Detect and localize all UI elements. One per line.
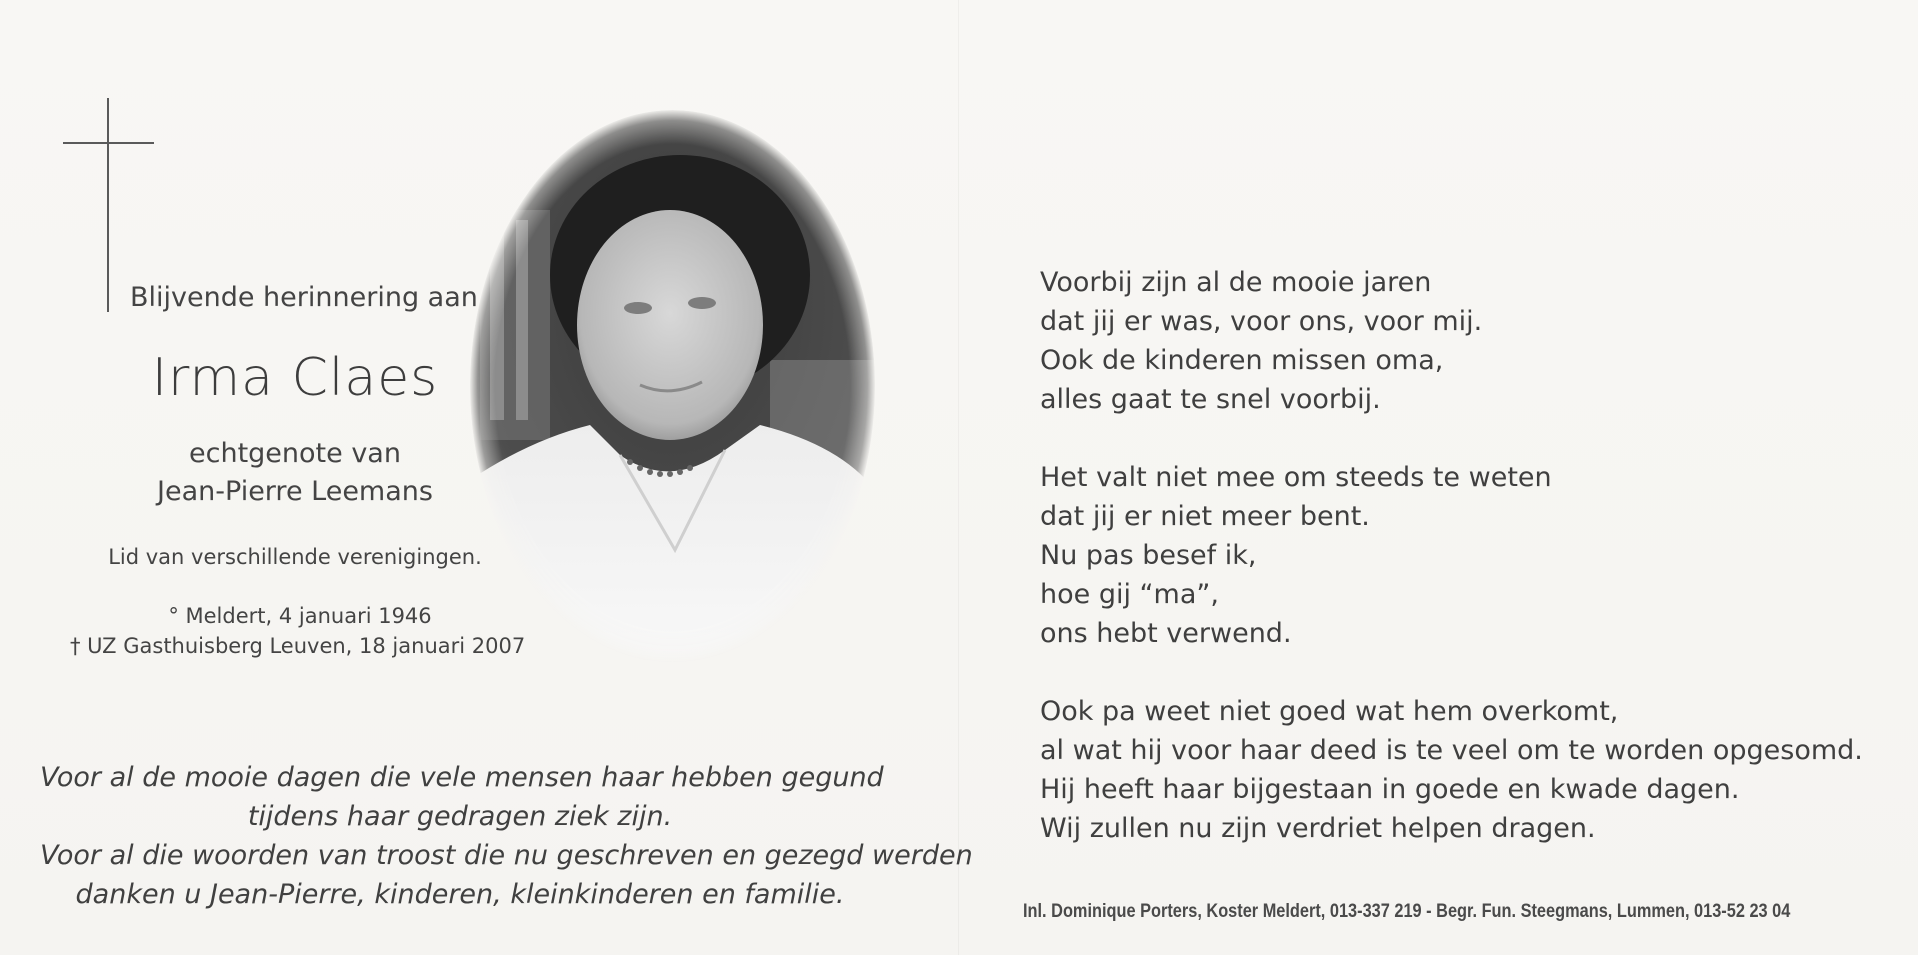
poem-line: Ook de kinderen missen oma,: [1040, 345, 1444, 376]
thanks-line: tijdens haar gedragen ziek zijn.: [247, 801, 673, 832]
poem-line: hoe gij “ma”,: [1040, 579, 1219, 610]
thanks-line: danken u Jean-Pierre, kinderen, kleinkinderen en familie.: [75, 879, 845, 910]
poem-line: al wat hij voor haar deed is te veel om te worden opgesomd.: [1040, 735, 1863, 766]
thanks-line: Voor al de mooie dagen die vele mensen haar hebben gegund: [40, 762, 884, 793]
spouse-name: Jean-Pierre Leemans: [157, 476, 433, 507]
membership-text: Lid van verschillende verenigingen.: [108, 545, 482, 569]
poem-line: Het valt niet mee om steeds te weten: [1040, 462, 1552, 493]
poem-line: Voorbij zijn al de mooie jaren: [1040, 267, 1432, 298]
poem-line: dat jij er was, voor ons, voor mij.: [1040, 306, 1483, 337]
poem-line: Hij heeft haar bijgestaan in goede en kwade dagen.: [1040, 774, 1740, 805]
birth-date: ° Meldert, 4 januari 1946: [168, 604, 432, 628]
card-fold-line: [958, 0, 959, 955]
footer-contact: Inl. Dominique Porters, Koster Meldert, 013-337 219 - Begr. Fun. Steegmans, Lummen, 013-52 23 04: [1023, 901, 1791, 922]
death-date: † UZ Gasthuisberg Leuven, 18 januari 2007: [70, 634, 526, 658]
poem-line: dat jij er niet meer bent.: [1040, 501, 1370, 532]
portrait-photo: [470, 110, 875, 662]
portrait-photo-image: [470, 110, 875, 662]
poem-line: Ook pa weet niet goed wat hem overkomt,: [1040, 696, 1619, 727]
poem-line: Wij zullen nu zijn verdriet helpen dragen.: [1040, 813, 1596, 844]
spouse-label: echtgenote van: [189, 438, 401, 469]
poem-stanza: [1040, 263, 1863, 419]
poem-line: alles gaat te snel voorbij.: [1040, 384, 1381, 415]
poem-line: Nu pas besef ik,: [1040, 540, 1257, 571]
thanks-line: Voor al die woorden van troost die nu geschreven en gezegd werden: [40, 840, 973, 871]
poem-stanza: [1040, 692, 1863, 848]
intro-text: Blijvende herinnering aan: [130, 282, 478, 313]
poem-line: ons hebt verwend.: [1040, 618, 1292, 649]
deceased-name: Irma Claes: [151, 348, 439, 408]
poem: [1040, 263, 1863, 848]
cross-icon-bar: [63, 142, 154, 144]
cross-icon: [107, 98, 109, 312]
thank-you-text: [40, 758, 973, 914]
poem-stanza: [1040, 458, 1863, 653]
